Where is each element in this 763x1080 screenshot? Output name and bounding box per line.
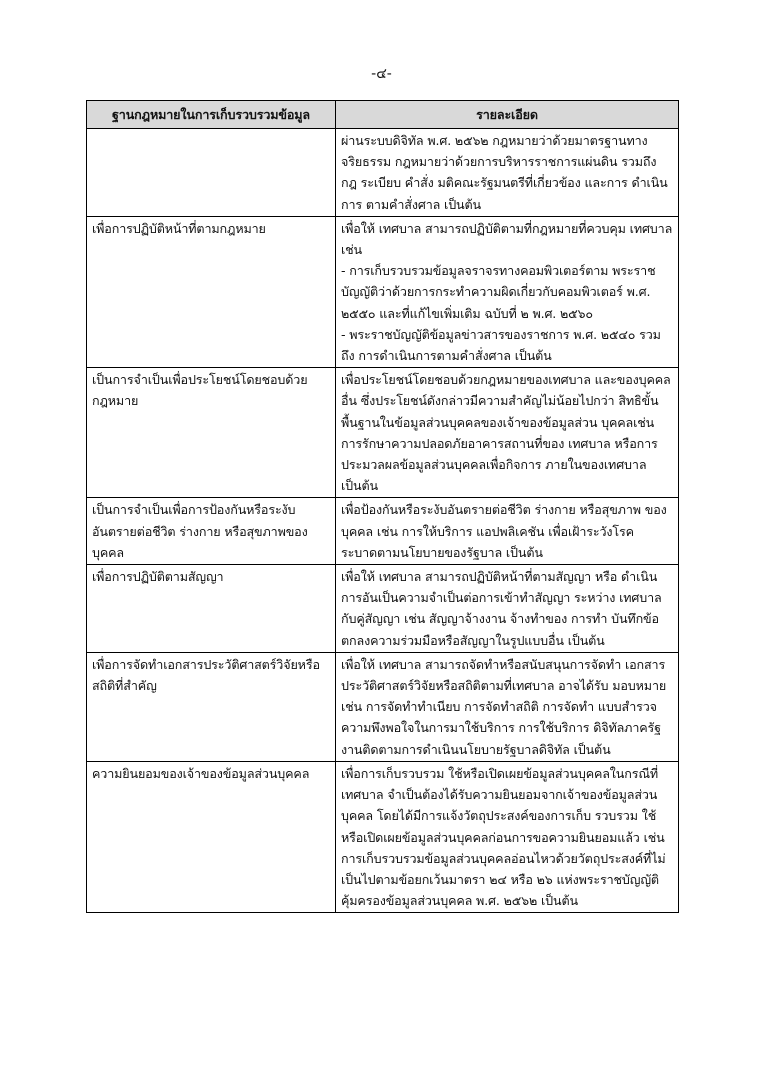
basis-cell: เพื่อการปฏิบัติหน้าที่ตามกฎหมาย xyxy=(87,216,336,367)
detail-text: เพื่อให้ เทศบาล สามารถปฏิบัติหน้าที่ตามสัญญา หรือ ดำเนินการอันเป็นความจำเป็นต่อการเข้าทำสัญญา ระหว่าง เทศบาล กับคู่สัญญา เช่น สัญญาจ้างงาน จ้างทำของ การทำ บันทึกข้อตกลงความร่วมมือหรือสัญญาในรูปแบบอื่น เป็นต้น xyxy=(341,569,662,648)
detail-cell xyxy=(336,216,679,367)
table-row xyxy=(87,565,679,653)
table-header-row xyxy=(87,101,679,129)
detail-cell xyxy=(336,368,679,498)
detail-text: เพื่อการเก็บรวบรวม ใช้หรือเปิดเผยข้อมูลส่วนบุคคลในกรณีที่ เทศบาล จำเป็นต้องได้รับความยินยอมจากเจ้าของข้อมูลส่วน บุคคล โดยได้มีการแจ้งวัตถุประสงค์ของการเก็บ รวบรวม ใช้ หรือเปิดเผยข้อมูลส่วนบุคคลก่อนการขอความยินยอมแล้ว เช่น การเก็บรวบรวมข้อมูลส่วนบุคคลอ่อนไหวด้วยวัตถุประสงค์ที่ไม่ เป็นไปตามข้อยกเว้นมาตรา ๒๔ หรือ ๒๖ แห่งพระราชบัญญัติ คุ้มครองข้อมูลส่วนบุคคล พ.ศ. ๒๕๖๒ เป็นต้น xyxy=(341,765,666,909)
table-row xyxy=(87,129,679,217)
detail-cell xyxy=(336,761,679,912)
basis-cell: ความยินยอมของเจ้าของข้อมูลส่วนบุคคล xyxy=(87,761,336,912)
basis-cell: เพื่อการปฏิบัติตามสัญญา xyxy=(87,565,336,653)
basis-cell: เป็นการจำเป็นเพื่อการป้องกันหรือระงับอันตรายต่อชีวิต ร่างกาย หรือสุขภาพของบุคคล xyxy=(87,498,336,565)
detail-cell xyxy=(336,498,679,565)
table-row xyxy=(87,498,679,565)
table-row xyxy=(87,761,679,912)
detail-bullet: - พระราชบัญญัติข้อมูลข่าวสารของราชการ พ.ศ. ๒๕๔๐ รวมถึง การดำเนินการตามคำสั่งศาล เป็นต้น xyxy=(341,326,661,364)
detail-text: เพื่อป้องกันหรือระงับอันตรายต่อชีวิต ร่างกาย หรือสุขภาพ ของบุคคล เช่น การให้บริการ แอปพลิเคชัน เพื่อเฝ้าระวังโรค ระบาดตามนโยบายของรัฐบาล เป็นต้น xyxy=(341,502,667,560)
header-legal-basis: ฐานกฎหมายในการเก็บรวบรวมข้อมูล xyxy=(87,101,336,129)
basis-cell xyxy=(87,129,336,217)
table-row xyxy=(87,368,679,498)
basis-cell: เพื่อการจัดทำเอกสารประวัติศาสตร์วิจัยหรือสถิติที่สำคัญ xyxy=(87,652,336,761)
table-row xyxy=(87,216,679,367)
basis-cell: เป็นการจำเป็นเพื่อประโยชน์โดยชอบด้วยกฎหมาย xyxy=(87,368,336,498)
detail-text: เพื่อให้ เทศบาล สามารถปฏิบัติตามที่กฎหมายที่ควบคุม เทศบาล เช่น xyxy=(341,220,673,258)
detail-cell xyxy=(336,129,679,217)
detail-text: ผ่านระบบดิจิทัล พ.ศ. ๒๕๖๒ กฎหมายว่าด้วยมาตรฐานทาง จริยธรรม กฎหมายว่าด้วยการบริหารราชการแผ่นดิน รวมถึง กฎ ระเบียบ คำสั่ง มติคณะรัฐมนตรีที่เกี่ยวข้อง และการ ดำเนินการ ตามคำสั่งศาล เป็นต้น xyxy=(341,133,668,212)
detail-bullet: - การเก็บรวบรวมข้อมูลจราจรทางคอมพิวเตอร์ตาม พระราชบัญญัติว่าด้วยการกระทำความผิดเกี่ยวกับคอมพิวเตอร์ พ.ศ. ๒๕๕๐ และที่แก้ไขเพิ่มเติม ฉบับที่ ๒ พ.ศ. ๒๕๖๐ xyxy=(341,263,656,321)
legal-basis-table xyxy=(86,100,679,913)
table-row xyxy=(87,652,679,761)
page-number: -๔- xyxy=(371,66,392,82)
detail-cell xyxy=(336,652,679,761)
detail-text: เพื่อประโยชน์โดยชอบด้วยกฎหมายของเทศบาล และของบุคคลอื่น ซึ่งประโยชน์ดังกล่าวมีความสำคัญไม่น้อยไปกว่า สิทธิขั้นพื้นฐานในข้อมูลส่วนบุคคลของเจ้าของข้อมูลส่วน บุคคลเช่นการรักษาความปลอดภัยอาคารสถานที่ของ เทศบาล หรือการประมวลผลข้อมูลส่วนบุคคลเพื่อกิจการ ภายในของเทศบาล เป็นต้น xyxy=(341,372,671,494)
header-details: รายละเอียด xyxy=(336,101,679,129)
detail-text: เพื่อให้ เทศบาล สามารถจัดทำหรือสนับสนุนการจัดทำ เอกสารประวัติศาสตร์วิจัยหรือสถิติตามที่เทศบาล อาจได้รับ มอบหมาย เช่น การจัดทำทำเนียบ การจัดทำสถิติ การจัดทำ แบบสำรวจความพึงพอใจในการมาใช้บริการ การใช้บริการ ดิจิทัลภาครัฐ งานติดตามการดำเนินนโยบายรัฐบาลดิจิทัล เป็นต้น xyxy=(341,656,667,757)
detail-cell xyxy=(336,565,679,653)
